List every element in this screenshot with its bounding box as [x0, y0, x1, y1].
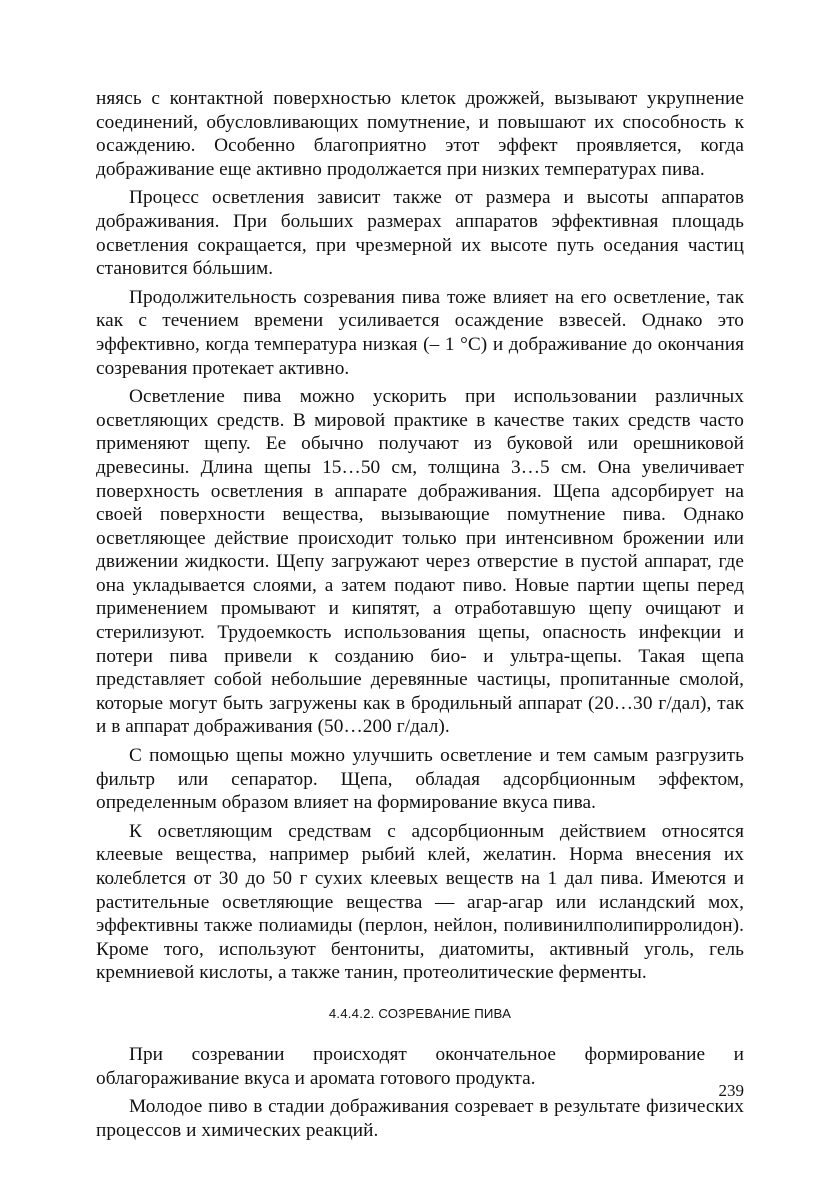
paragraph-wood-chips: Осветление пива можно ускорить при использовании различных осветляющих средств. В мировой практике в качестве таких средств часто применяют щепу. Ее обычно получают из буковой или орешниковой древесины. Длина щепы 15…50 см, толщина 3…5 см. Она увеличивает поверхность осветления в аппарате дображивания. Щепа адсорбирует на своей поверхности вещества, вызывающие помутнение пива. Однако осветляющее действие происходит только при интенсивном брожении или движении жидкости. Щепу загружают через отверстие в пустой аппарат, где она укладывается слоями, а затем подают пиво. Новые партии щепы перед применением промывают и кипятят, а отработавшую щепу очищают и стерилизуют. Трудоемкость использования щепы, опасность инфекции и потери пива привели к созданию био- и ультра-щепы. Такая щепа представляет собой небольшие деревянные частицы, пропитанные смолой, которые могут быть загружены как в бродильный аппарат (20…30 г/дал), так и в аппарат дображивания (50…200 г/дал). [96, 386, 744, 738]
section-heading: 4.4.4.2. СОЗРЕВАНИЕ ПИВА [328, 1005, 512, 1021]
paragraph-chips-effect: С помощью щепы можно улучшить осветление и тем самым разгрузить фильтр или сепаратор. Щепа, обладая адсорбционным эффектом, определенным образом влияет на формирование вкуса пива. [96, 745, 744, 814]
paragraph-continuation: няясь с контактной поверхностью клеток дрожжей, вызывают укрупнение соединений, обусловливающих помутнение, и повышают их способность к осаждению. Особенно благоприятно этот эффект проявляется, когда дображивание еще активно продолжается при низких температурах пива. [96, 88, 744, 180]
paragraph-fining-agents: К осветляющим средствам с адсорбционным действием относятся клеевые вещества, например рыбий клей, желатин. Норма внесения их колеблется от 30 до 50 г сухих клеевых веществ на 1 дал пива. Имеются и растительные осветляющие вещества — агар-агар или исландский мох, эффективны также полиамиды (перлон, нейлон, поливинилполипирролидон). Кроме того, используют бентониты, диатомиты, активный уголь, гель кремниевой кислоты, а также танин, протеолитические ферменты. [96, 820, 744, 984]
paragraph-maturation-intro: При созревании происходят окончательное формирование и облагораживание вкуса и аромата готового продукта. [96, 1043, 744, 1089]
page-number: 239 [718, 1081, 744, 1100]
paragraph-maturation-duration: Продолжительность созревания пива тоже влияет на его осветление, так как с течением времени усиливается осаждение взвесей. Однако это эффективно, когда температура низкая (– 1 °С) и дображивание до окончания созревания протекает активно. [96, 286, 744, 379]
text-column [96, 87, 744, 1142]
paragraph-young-beer: Молодое пиво в стадии дображивания созревает в результате физических процессов и химических реакций. [96, 1096, 744, 1141]
paragraph-apparatus-size: Процесс осветления зависит также от размера и высоты аппаратов дображивания. При больших размерах аппаратов эффективная площадь осветления сокращается, при чрезмерной их высоте путь оседания частиц становится бóльшим. [96, 187, 744, 280]
